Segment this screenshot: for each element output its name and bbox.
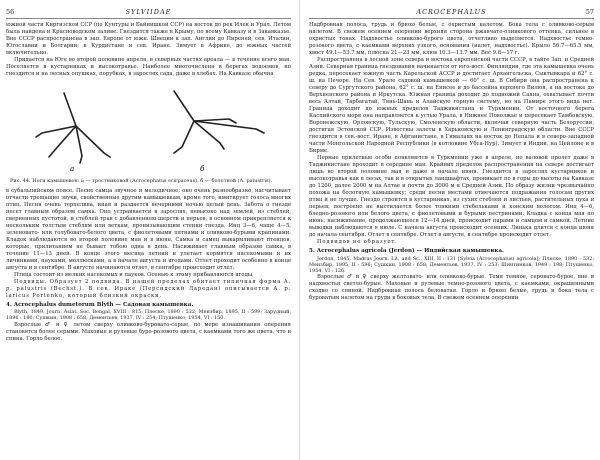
foot-b-drawing <box>174 91 264 153</box>
page-gutter <box>299 0 300 460</box>
page-number-left: 56 <box>6 8 15 16</box>
left-page <box>6 6 291 456</box>
right-paragraph-1: Надбровная полоса, грудь и брюхо белые, с охристым налетом. Бока тела с оливково-серым налетом. В свежем осеннем оперении верхняя сторона ржавчато-оливкового оттенка, сильнее в охристых тонах. Надхвостье оливково-бурого цвета, отчетливо выделяется. Надхвостье темно-розового цвета, с каемками верхних узкого, основания (налет, надхвостье). Крыло 56.7—65.5 мм, хвост 49.1—53.7 мм, плюсна 21—23 мм, клюв 10.3—13.7 мм. Вес 9.8—17 г. <box>309 22 594 56</box>
species-heading-5: 5. Acrocephalus agricola (Jerdon) — Индийская камышевка. <box>309 248 504 254</box>
subspecies-note-left: Подвиды. Образует 2 подвида. В нашей пределах обитает типичная форма A. p. palustris (Bechst.). В сев. Ираке (Персидский Ларедан) описывается A. p. laricus Portenko, который близкий окраски. <box>6 278 291 299</box>
foot-a-drawing <box>36 93 110 163</box>
running-header-left <box>6 6 291 19</box>
right-paragraph-2: Распространена в лесной зоне севера и востока европейской части СССР, в тайге Зап. и Средней Азии. Северная граница гнездования начинается от юго-вост. Финляндии, где эта камышевка очень редка, пересекает южную часть Карельской АССР и достигает Архангельска, Сыктывкара и 62° с. ш. на Печоре. На Сев. Урале садовой камышевкой — 60° с. ш. В Сибири она распространена к северу до Сургутского района, 62° с. ш. на Енисее и до бассейна верхнего Вилюя, а на востоке до Верхненского района и Иркутска. Южная граница доходит до подножий Саяна, охватывает почти весь Алтай, Тарбагатай, Тянь-Шань и Алайскую горную систему, но на Памире этого вида нет. Граница доходит до южных пределов Таджикистана и Туркмении. От восточного берега Каспийского моря она направляется к устью Урала, в Нижнее Поволжье и пересекает Тамбовскую, Воронежскую, Орловскую, Тульскую, Смоленскую области, включая северную часть Белоруссии, достигая Эстонской ССР. Известны залеты в Харьковскую и Ленинградскую области. Вне СССР гнездится в сев.-вост. Иране, в Афганистане, в Гималаях на восток до Непала и в северо-западной части Монгольской Народной Республики (в котловине Убса-Нур). Зимует в Индии, на Цейлоне и в Бирме. <box>309 57 594 154</box>
figure-caption: Рис. 44. Ноги камышевок: а — тростниковой (Acrocephalus scirpaceus), б — болотной (A. palustris). <box>10 178 273 184</box>
right-page <box>309 6 594 456</box>
left-paragraph-6: Взрослые ♂ и ♀ летом сверху оливково-буровато-серые, по мере изнашивания оперения становятся более серыми. Маховые и рулевые буро-розового цвета, с каемками того же цвета, что и спина. Горло белое. <box>6 321 291 342</box>
bird-feet-illustration <box>24 81 274 176</box>
running-title-right: ACROCEPHALUS <box>416 8 487 16</box>
left-paragraph-3: в субальпийском поясе. Песне самца звучное и мелодичное; оно очень разнообразно, насчитывает отчасти трещащие звуки, свойственные другим камышевкам, кроме того, имитирует голоса многих птиц. Песня очень терпелива, иная и раздается вечерними ночью целый день. Забота о гнезде несет главным образом самка. Оно устраивается в зарослях, невысоко над землей, из стеблей, сверненных пустотой, и стеблей трав с добавлением шерсти и перьев; в основном прикрепляется к нескольким толстым стеблям или веткам, пронизывающим стенки гнезда. Инц 3—6, чаще 4—5, зеленовато- или голубовато-белого цвета, с фиолетовыми пятнами и оливково-бурыми крапинами. Кладок наблюдаются во второй половине мая и в июне. Самка и самец выкармливают птенцов, которые, прилитанием не бывает тобою одна в день. Насиживает главным образом самка, в течение 11—13 дней. В конце этого месяца летний и улетает кормятся насекомыми и их личинками, пауками, моллюсками, а в начале августа и ягодами. Отлет проходит особенно в конце августа и в сентябре. В августе начинаются отлет, в сентябре происходит отлет. <box>6 187 291 271</box>
figure-label-b: б <box>200 165 205 173</box>
running-header-right <box>309 6 594 19</box>
page-number-right: 57 <box>585 8 594 16</box>
running-title-left: SYLVIIDAE <box>125 8 172 16</box>
right-paragraph-5: Взрослые ♂ и ♀ сверху желтовато- или оливково-бурые. Темя темное, серовато-бурое, вне и надхвостья светло-бурые. Маховые и рулевые темно-розового цвета, с каемками, окрашенными сходно со спиной. Надбровная полоса беловатая. Горло и брюхо белые, грудь и бока тела с буроватым налетом на груди в боковых тела. В свежем осеннем оперении <box>309 274 594 302</box>
references-species-4: Blyth, 1849, Journ. Asiat. Soc. Bengal, XVIII : 815; Плеске, 1890 : 532; Мензбир, 1895, II : 599; Зарудный, 1896 : 180; Сушкин, 1908 : 658; Дементьев, 1937, IV : 254; Птушенко, 1954, VI : 150. <box>6 309 291 322</box>
references-species-5: Jerdon, 1845, Madras Journ. Lit. and Sc., XIII, II : 131 [Sylvia (Acrocephalus) agricola]; Плеске, 1890 : 532; Мензбир, 1895, II : 596; Сушкин, 1908 : 658; Дементьев, 1937, IV : 253; Шинтинков, 1949 : 198; Птушенко, 1954, VI : 126. <box>309 255 594 275</box>
left-paragraph-4: Птица состоит из мелких насекомых и пауков. Осенью к этому прибавляются ягоды. <box>14 271 254 278</box>
species-heading-4: 4. Acrocephalus dumetorum Blyth — Садовая камышевка. <box>6 301 194 308</box>
figure-bird-feet <box>6 81 291 176</box>
subspecies-note-right: Подвидов не образует. <box>317 239 398 245</box>
left-paragraph-1: южной части Киргизской ССР (по Кунтуры и Байнишкой ССР) на восток до рек Илек и Урал. Летом была найдена и Красноводском заливе. Гнездится также в Крыму, по всему Кавказу и в Закавказье. Вне СССР распространена в зап. Европе от южн. Швеции к зап. Англии до Пиреней, сев. Италии, Югославии и Болгарии; в Курдистане и сев. Иране. Зимует в Африке, до южных частей включительно. <box>6 22 291 56</box>
left-paragraph-2: Придается на Юге во второй половине апреля, в северных частях ареала — в течение всего мая. Поселяется в кустарниках и высокотравье. Наиболее многочислена в берегах водоемов, но гнездится и на лесных опушках, порубках, в зарослях сада, даже в хлебах. На Кавказе обычна <box>6 57 291 77</box>
figure-label-a: а <box>70 165 75 173</box>
right-paragraph-3: Первые прилетные особи появляются в Туркмении уже в апреле, но валовой пролет даже в Таджикистане проходит в середине мая. Крайних пределов распространения на севере достигает лишь во второй половине мая и даже в начале июня. Гнездится в зарослях кустарников и высокотравья как в лесах, так и в открытых ландшафтах, проникает по в горы до высоты на Кавказе до 1200, далее 2000 м на Алтае и почти до 3000 м в Средней Азии. По образу жизни чрезвычайно похожа на болотную камышевку; среди песни местами отмечаются подражания голосам других птиц и не лучше. Гнездо строится в кустарниках, из сухих стеблей и листьев, растительных пуха и перьев; построено не выстилается более тонкими стебельками и конским волосом. Инц 4—6, бледно-розового или белого цвета, с фиолетовыми и бурыми пестринами. Кладка с конца мая по июнь; насиживание, продолжающееся 12—14 дней, происходит парами и самцом и самкой. Летние выводки наблюдаются в июле. С начала августа происходит осенних. Линька длится с конца июня до начала сентября. Отлет в сентябре. Отлет в августе, в сентябре происходит отлет. <box>309 155 594 238</box>
